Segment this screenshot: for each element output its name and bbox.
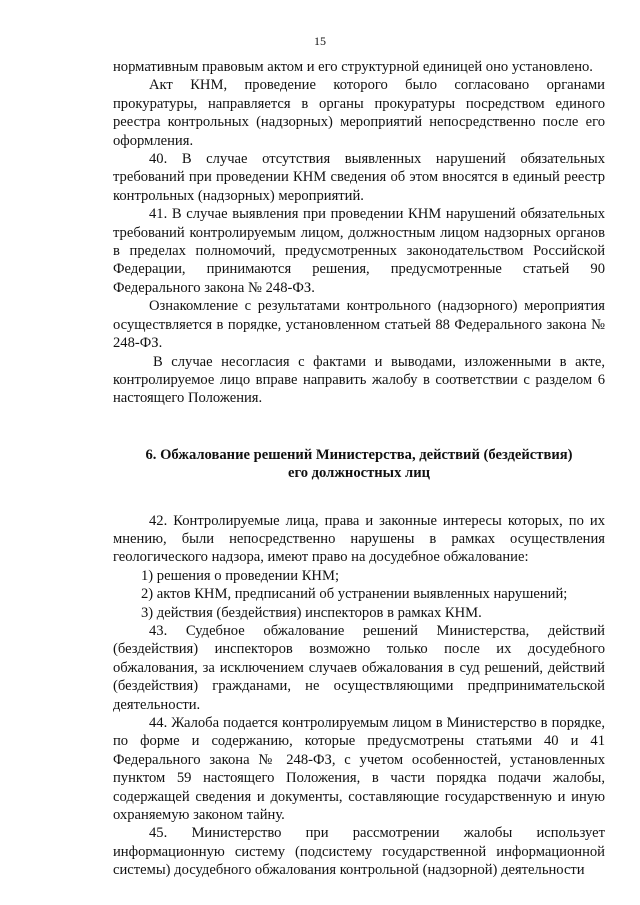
page-number: 15 xyxy=(314,34,326,48)
paragraph-act-knm: Акт КНМ, проведение которого было согласовано органами прокуратуры, направляется в органы прокуратуры посредством единого реестра контрольных (надзорных) мероприятий непосредственно после его оформления. xyxy=(113,77,605,149)
list-item: 2) актов КНМ, предписаний об устранении выявленных нарушений; xyxy=(141,586,568,603)
paragraph-familiarization: Ознакомление с результатами контрольного (надзорного) мероприятия осуществляется в порядке, установленном статьей 88 Федерального закона № 248-ФЗ. xyxy=(113,298,605,352)
paragraph-42: 42. Контролируемые лица, права и законные интересы которых, по их мнению, были непосредственно нарушены в рамках осуществления геологического надзора, имеют право на досудебное обжалование: xyxy=(113,512,605,566)
section-heading-line1: 6. Обжалование решений Министерства, действий (бездействия) xyxy=(145,446,573,463)
paragraph-43: 43. Судебное обжалование решений Министерства, действий (бездействия) инспекторов возможно только после их досудебного обжалования, за исключением случаев обжалования в суд решений, действий (бездействия) гражданами, не осуществляющими предпринимательской деятельности. xyxy=(113,622,605,713)
list-item: 3) действия (бездействия) инспекторов в рамках КНМ. xyxy=(141,604,482,621)
paragraph-41: 41. В случае выявления при проведении КНМ нарушений обязательных требований контролируемым лицом, должностным лицом надзорных органов в пределах полномочий, предусмотренных законодательством Российской Федерации, принимаются решения, предусмотренные статьей 90 Федерального закона № 248-ФЗ. xyxy=(113,206,605,296)
section-heading-line2: его должностных лиц xyxy=(287,465,431,482)
paragraph-45: 45. Министерство при рассмотрении жалобы использует информационную систему (подсистему государственной информационной системы) досудебного обжалования контрольной (надзорной) деятельности xyxy=(113,825,605,879)
spacer xyxy=(113,408,605,446)
document-body xyxy=(113,58,605,880)
spacer xyxy=(113,483,605,512)
paragraph-disagreement: В случае несогласия с фактами и выводами, изложенными в акте, контролируемое лицо вправе направить жалобу в соответствии с разделом 6 настоящего Положения. xyxy=(113,353,605,407)
paragraph-continuation: нормативным правовым актом и его структурной единицей оно установлено. xyxy=(113,59,593,75)
paragraph-44: 44. Жалоба подается контролируемым лицом в Министерство в порядке, по форме и содержанию, которые предусмотрены статьями 40 и 41 Федерального закона № 248-ФЗ, с учетом особенностей, установленных пунктом 59 настоящего Положения, в части порядка подачи жалобы, содержащей сведения и документы, составляющие государственную и иную охраняемую законом тайну. xyxy=(113,715,605,824)
paragraph-40: 40. В случае отсутствия выявленных нарушений обязательных требований при проведении КНМ сведения об этом вносятся в единый реестр контрольных (надзорных) мероприятий. xyxy=(113,151,605,204)
list-item: 1) решения о проведении КНМ; xyxy=(141,567,339,584)
